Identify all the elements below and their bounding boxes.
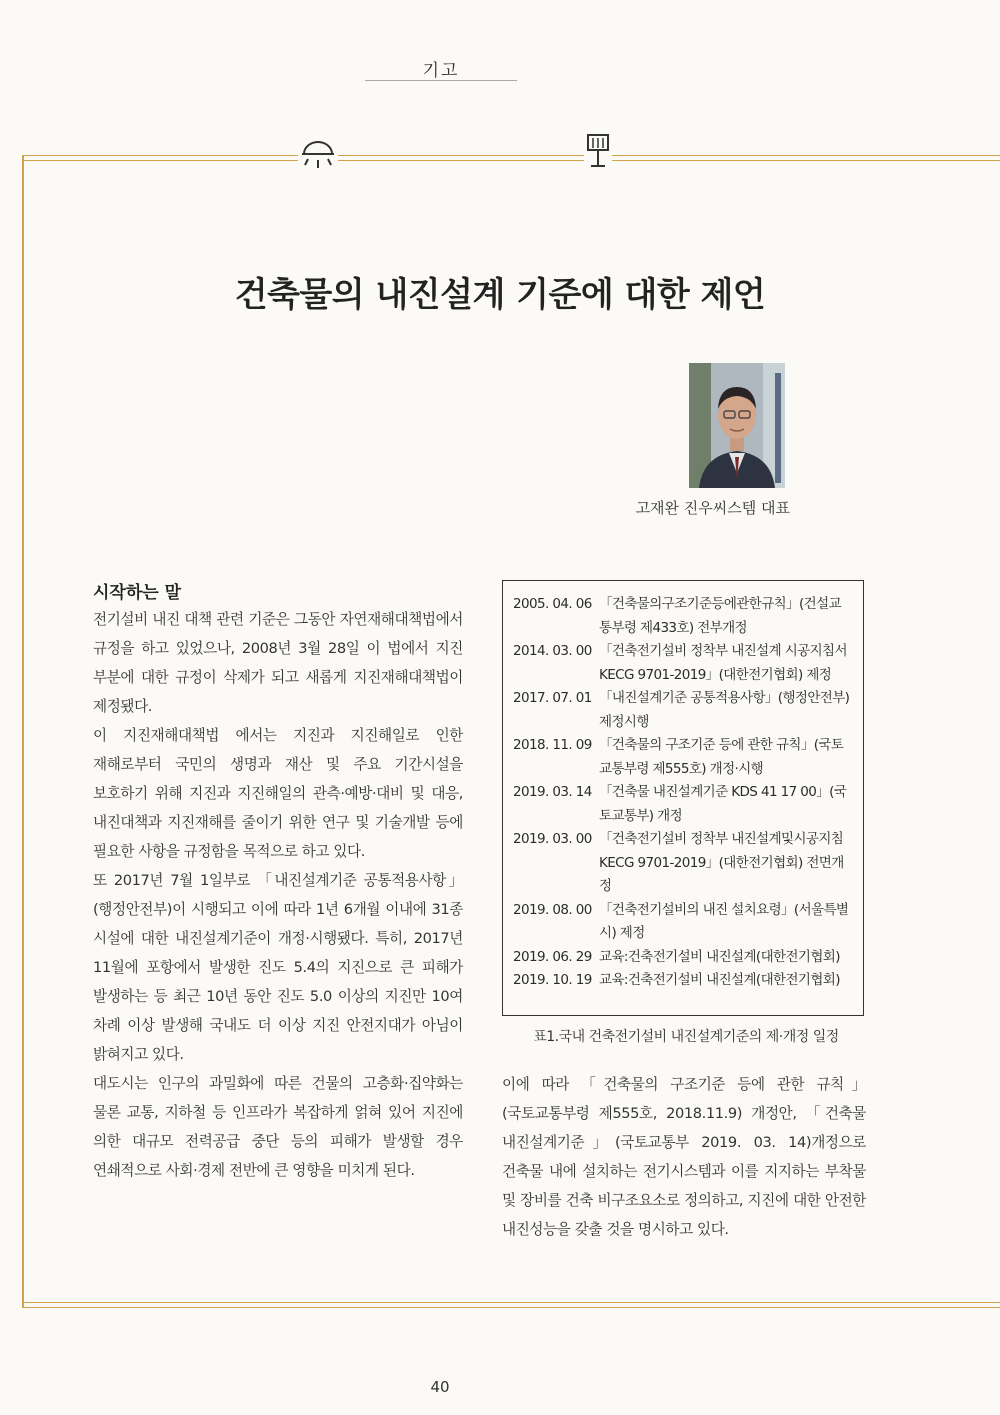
body-paragraph: 이 지진재해대책법 에서는 지진과 지진해일로 인한 재해로부터 국민의 생명과 재산 및 주요 기간시설을 보호하기 위해 지진과 지진해일의 관측·예방·대비 및 대응, 내진대책과 지진재해를 줄이기 위한 연구 및 기술개발 등에 필요한 사항을 규정함을 목적으로 하고 있다. [93,727,463,860]
schedule-text: 교육:건축전기설비 내진설계(대한전기협회) [599,948,840,965]
body-paragraph: 이에 따라 「건축물의 구조기준 등에 관한 규칙」(국토교통부령 제555호, 2018.11.9) 개정안, 「건축물 내진설계기준」(국토교통부 2019. 03. 14)개정으로 건축물 내에 설치하는 전기시스템과 이를 지지하는 부착물 및 장비를 건축 비구조요소로 정의하고, 지진에 대한 안전한 내진성능을 갖출 것을 명시하고 있다. [502,1076,866,1238]
schedule-row [513,781,853,828]
schedule-text: 교육:건축전기설비 내진설계(대한전기협회) [599,972,840,988]
author-byline: 고재완 진우씨스템 대표 [635,499,790,517]
table-caption: 표1.국내 건축전기설비 내진설계기준의 제·개정 일정 [533,1029,839,1045]
schedule-date: 2019. 10. 19 [513,972,592,988]
section-label: 기고 [422,61,460,81]
schedule-text: 「건축전기설비 정착부 내진설계 시공지침서 KECG 9701-2019」(대한전기협회) 제정 [599,643,847,683]
schedule-date: 2019. 08. 00 [513,901,592,918]
body-paragraph: 대도시는 인구의 과밀화에 따른 건물의 고층화·집약화는 물론 교통, 지하철 등 인프라가 복잡하게 얽혀 있어 지진에 의한 대규모 전력공급 중단 등의 피해가 발생할 경우 연쇄적으로 사회·경제 전반에 큰 영향을 미치게 된다. [93,1075,463,1179]
schedule-date: 2014. 03. 00 [513,643,592,659]
schedule-date: 2019. 03. 00 [513,831,592,847]
schedule-text: 「건축물의 구조기준 등에 관한 규칙」(국토교통부령 제555호) 개정·시행 [599,737,844,777]
right-column [502,1070,866,1244]
schedule-date: 2017. 07. 01 [513,690,592,706]
section-heading: 시작하는 말 [93,583,182,603]
schedule-row [513,946,853,970]
schedule-row [513,734,853,781]
schedule-row [513,969,853,993]
section-divider [365,80,517,81]
bottom-gold-rule [22,1302,1000,1308]
page-number: 40 [430,1378,450,1396]
schedule-row [513,593,853,640]
schedule-date: 2018. 11. 09 [513,737,592,753]
schedule-text: 「건축전기설비의 내진 설치요령」(서울특별시) 제정 [599,901,849,941]
author-photo [689,363,785,488]
schedule-row [513,687,853,734]
schedule-text: 「건축물의구조기준등에관한규칙」(건설교통부령 제433호) 전부개정 [599,596,841,636]
schedule-row [513,640,853,687]
schedule-date: 2019. 03. 14 [513,784,592,800]
body-paragraph: 또 2017년 7월 1일부로 「내진설계기준 공통적용사항」(행정안전부)이 시행되고 이에 따라 1년 6개월 이내에 31종 시설에 대한 내진설계기준이 개정·시행됐다. 특히, 2017년 11월에 포항에서 발생한 진도 5.4의 지진으로 큰 피해가 발생하는 등 최근 10년 동안 진도 5.0 이상의 지진만 10여 차례 이상 발생해 국내도 더 이상 지진 안전지대가 아님이 밝혀지고 있다. [93,872,463,1063]
schedule-table [502,580,864,1016]
lightbulb-icon [298,136,338,176]
schedule-row [513,899,853,946]
left-column [93,578,463,1185]
top-gold-rule [22,155,1000,161]
schedule-date: 2005. 04. 06 [513,596,592,612]
schedule-date: 2019. 06. 29 [513,948,592,965]
lamp-icon [584,132,612,172]
schedule-row [513,828,853,899]
article-title: 건축물의 내진설계 기준에 대한 제언 [234,274,766,315]
body-paragraph: 전기설비 내진 대책 관련 기준은 그동안 자연재해대책법에서 규정을 하고 있었으나, 2008년 3월 28일 이 법에서 지진 부분에 대한 규정이 삭제가 되고 새롭게 지진재해대책법이 제정됐다. [93,611,463,715]
schedule-text: 「내진설계기준 공통적용사항」(행정안전부) 제정시행 [599,690,850,730]
schedule-text: 「건축전기설비 정착부 내진설계및시공지침 KECG 9701-2019」(대한전기협회) 전면개정 [599,831,844,894]
schedule-text: 「건축물 내진설계기준 KDS 41 17 00」(국토교통부) 개정 [599,784,847,824]
